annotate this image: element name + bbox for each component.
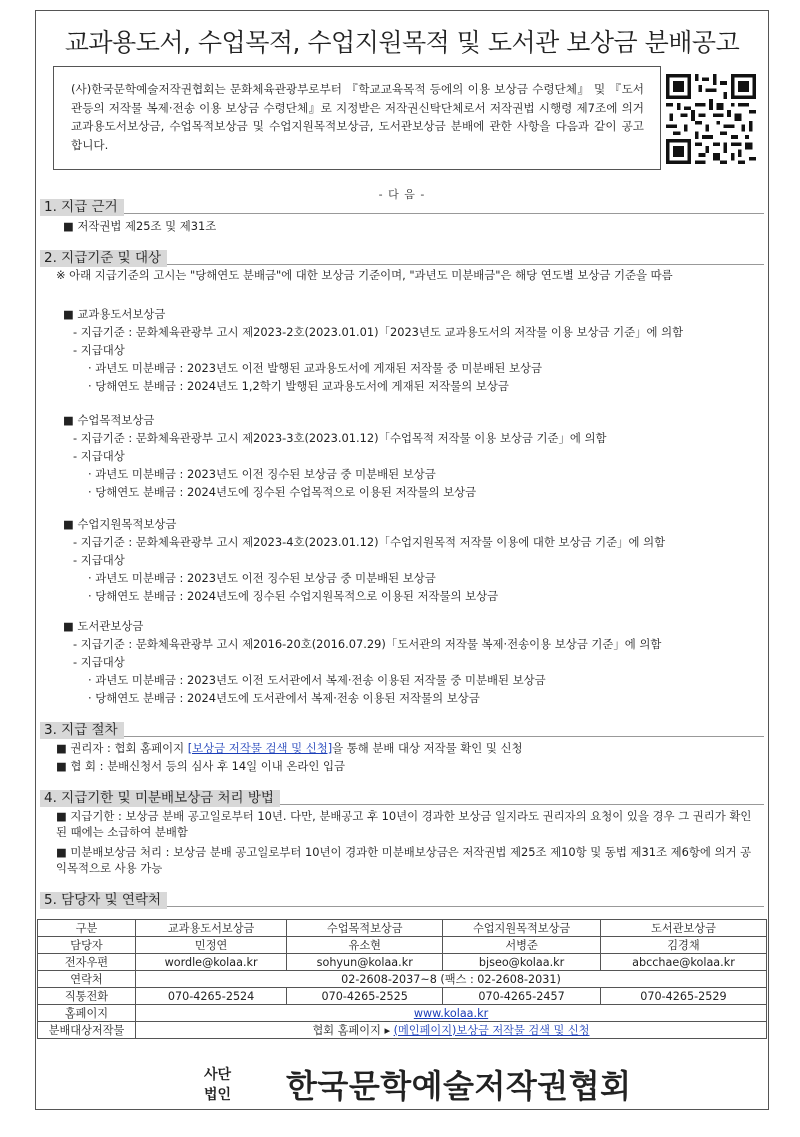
table-row: 구분 교과용도서보상금 수업목적보상금 수업지원목적보상금 도서관보상금 (38, 920, 767, 937)
footer-org (36, 1059, 768, 1103)
section-3-heading: 3. 지급 절차 (40, 719, 764, 737)
table-row: 직통전화 070-4265-2524 070-4265-2525 070-4265-2457 070-4265-2529 (38, 988, 767, 1005)
group-library-current: · 당해연도 분배금 : 2024년도에 도서관에서 복제·전송 이용된 저작물의 보상금 (88, 691, 480, 705)
group-support-basis: - 지급기준 : 문화체육관광부 고시 제2023-4호(2023.01.12)「수업지원목적 저작물 이용에 대한 보상금 기준」에 의함 (73, 535, 666, 549)
intro-box (53, 66, 661, 170)
payment-deadline: ■ 지급기한 : 보상금 분배 공고일로부터 10년. 다만, 분배공고 후 10년이 경과한 보상금 일지라도 권리자의 요청이 있을 경우 그 권리가 확인된 때에는 소급하여 분배함 (56, 809, 752, 839)
association-procedure: ■ 협 회 : 분배신청서 등의 심사 후 14일 이내 온라인 입금 (56, 759, 345, 773)
section-4-heading: 4. 지급기한 및 미분배보상금 처리 방법 (40, 787, 764, 805)
section-divider-text: - 다 음 - (378, 188, 426, 201)
section-5-heading: 5. 담당자 및 연락처 (40, 889, 764, 907)
table-row: 전자우편 wordle@kolaa.kr sohyun@kolaa.kr bjseo@kolaa.kr abcchae@kolaa.kr (38, 954, 767, 971)
page-title: 교과용도서, 수업목적, 수업지원목적 및 도서관 보상금 분배공고 (64, 28, 740, 57)
group-support-current: · 당해연도 분배금 : 2024년도에 징수된 수업지원목적으로 이용된 저작물의 보상금 (88, 589, 499, 603)
group-library-basis: - 지급기준 : 문화체육관광부 고시 제2016-20호(2016.07.29)「도서관의 저작물 복제·전송이용 보상금 기준」에 의함 (73, 637, 662, 651)
table-row: 분배대상저작물 협회 홈페이지 ▸ (메인페이지)보상금 저작물 검색 및 신청 (38, 1022, 767, 1039)
corp-type-label: 사단 법인 (204, 1067, 232, 1103)
section-2-heading: 2. 지급기준 및 대상 (40, 247, 764, 265)
group-library-title: ■ 도서관보상금 (63, 619, 144, 633)
group-textbook-target: - 지급대상 (73, 343, 125, 357)
section-1-item: ■ 저작권법 제25조 및 제31조 (63, 219, 217, 233)
group-class-title: ■ 수업목적보상금 (63, 413, 155, 427)
group-textbook-current: · 당해연도 분배금 : 2024년도 1,2학기 발행된 교과용도서에 게재된 저작물의 보상금 (88, 379, 509, 393)
intro-text: (사)한국문학예술저작권협회는 문화체육관광부로부터 『학교교육목적 등에의 이용 보상금 수령단체』 및 『도서관등의 저작물 복제·전송 이용 보상금 수령단체』로 지정받은 저작권신탁단체로서 저작권법 시행령 제7조에 의거 교과용도서보상금, 수업목적보상금 및 수업지원목적보상금, 도서관보상금 분배에 관한 사항을 다음과 같이 공고 합니다. (71, 82, 644, 152)
section-2-note: ※ 아래 지급기준의 고시는 "당해연도 분배금"에 대한 보상금 기준이며, "과년도 미분배금"은 해당 연도별 보상금 기준을 따름 (56, 268, 673, 282)
group-library-past: · 과년도 미분배금 : 2023년도 이전 도서관에서 복제·전송 이용된 저작물 중 미분배된 보상금 (88, 673, 546, 687)
section-1-heading: 1. 지급 근거 (40, 196, 764, 214)
group-support-title: ■ 수업지원목적보상금 (63, 517, 177, 531)
group-class-current: · 당해연도 분배금 : 2024년도에 징수된 수업목적으로 이용된 저작물의 보상금 (88, 485, 477, 499)
email-link[interactable]: abcchae@kolaa.kr (600, 954, 766, 971)
search-apply-link[interactable]: [보상금 저작물 검색 및 신청] (187, 741, 333, 755)
group-class-target: - 지급대상 (73, 449, 125, 463)
group-textbook-past: · 과년도 미분배금 : 2023년도 이전 발행된 교과용도서에 게재된 저작물 중 미분배된 보상금 (88, 361, 543, 375)
group-class-past: · 과년도 미분배금 : 2023년도 이전 징수된 보상금 중 미분배된 보상금 (88, 467, 436, 481)
group-textbook-title: ■ 교과용도서보상금 (63, 307, 166, 321)
table-row: 담당자 민정연 유소현 서병준 김경채 (38, 937, 767, 954)
email-link[interactable]: wordle@kolaa.kr (136, 954, 287, 971)
main-page-search-link[interactable]: (메인페이지)보상금 저작물 검색 및 신청 (393, 1023, 590, 1037)
group-support-target: - 지급대상 (73, 553, 125, 567)
organization-name: 한국문학예술저작권협회 (286, 1067, 632, 1105)
homepage-link[interactable]: www.kolaa.kr (413, 1006, 489, 1020)
email-link[interactable]: bjseo@kolaa.kr (443, 954, 601, 971)
table-row: 연락처 02-2608-2037~8 (팩스 : 02-2608-2031) (38, 971, 767, 988)
notice-page (35, 10, 769, 1110)
qr-code-icon[interactable] (666, 74, 756, 164)
group-library-target: - 지급대상 (73, 655, 125, 669)
email-link[interactable]: sohyun@kolaa.kr (287, 954, 443, 971)
group-textbook-basis: - 지급기준 : 문화체육관광부 고시 제2023-2호(2023.01.01)「2023년도 교과용도서의 저작물 이용 보상금 기준」에 의함 (73, 325, 684, 339)
group-class-basis: - 지급기준 : 문화체육관광부 고시 제2023-3호(2023.01.12)「수업목적 저작물 이용 보상금 기준」에 의함 (73, 431, 607, 445)
contact-table (37, 919, 767, 1039)
unpaid-handling: ■ 미분배보상금 처리 : 보상금 분배 공고일로부터 10년이 경과한 미분배보상금은 저작권법 제25조 제10항 및 동법 제31조 제6항에 의거 공익목적으로 사용 가능 (56, 845, 752, 875)
group-support-past: · 과년도 미분배금 : 2023년도 이전 징수된 보상금 중 미분배된 보상금 (88, 571, 436, 585)
holder-procedure: ■ 권리자 : 협회 홈페이지 [보상금 저작물 검색 및 신청]을 통해 분배 대상 저작물 확인 및 신청 (56, 741, 523, 755)
table-row: 홈페이지 www.kolaa.kr (38, 1005, 767, 1022)
